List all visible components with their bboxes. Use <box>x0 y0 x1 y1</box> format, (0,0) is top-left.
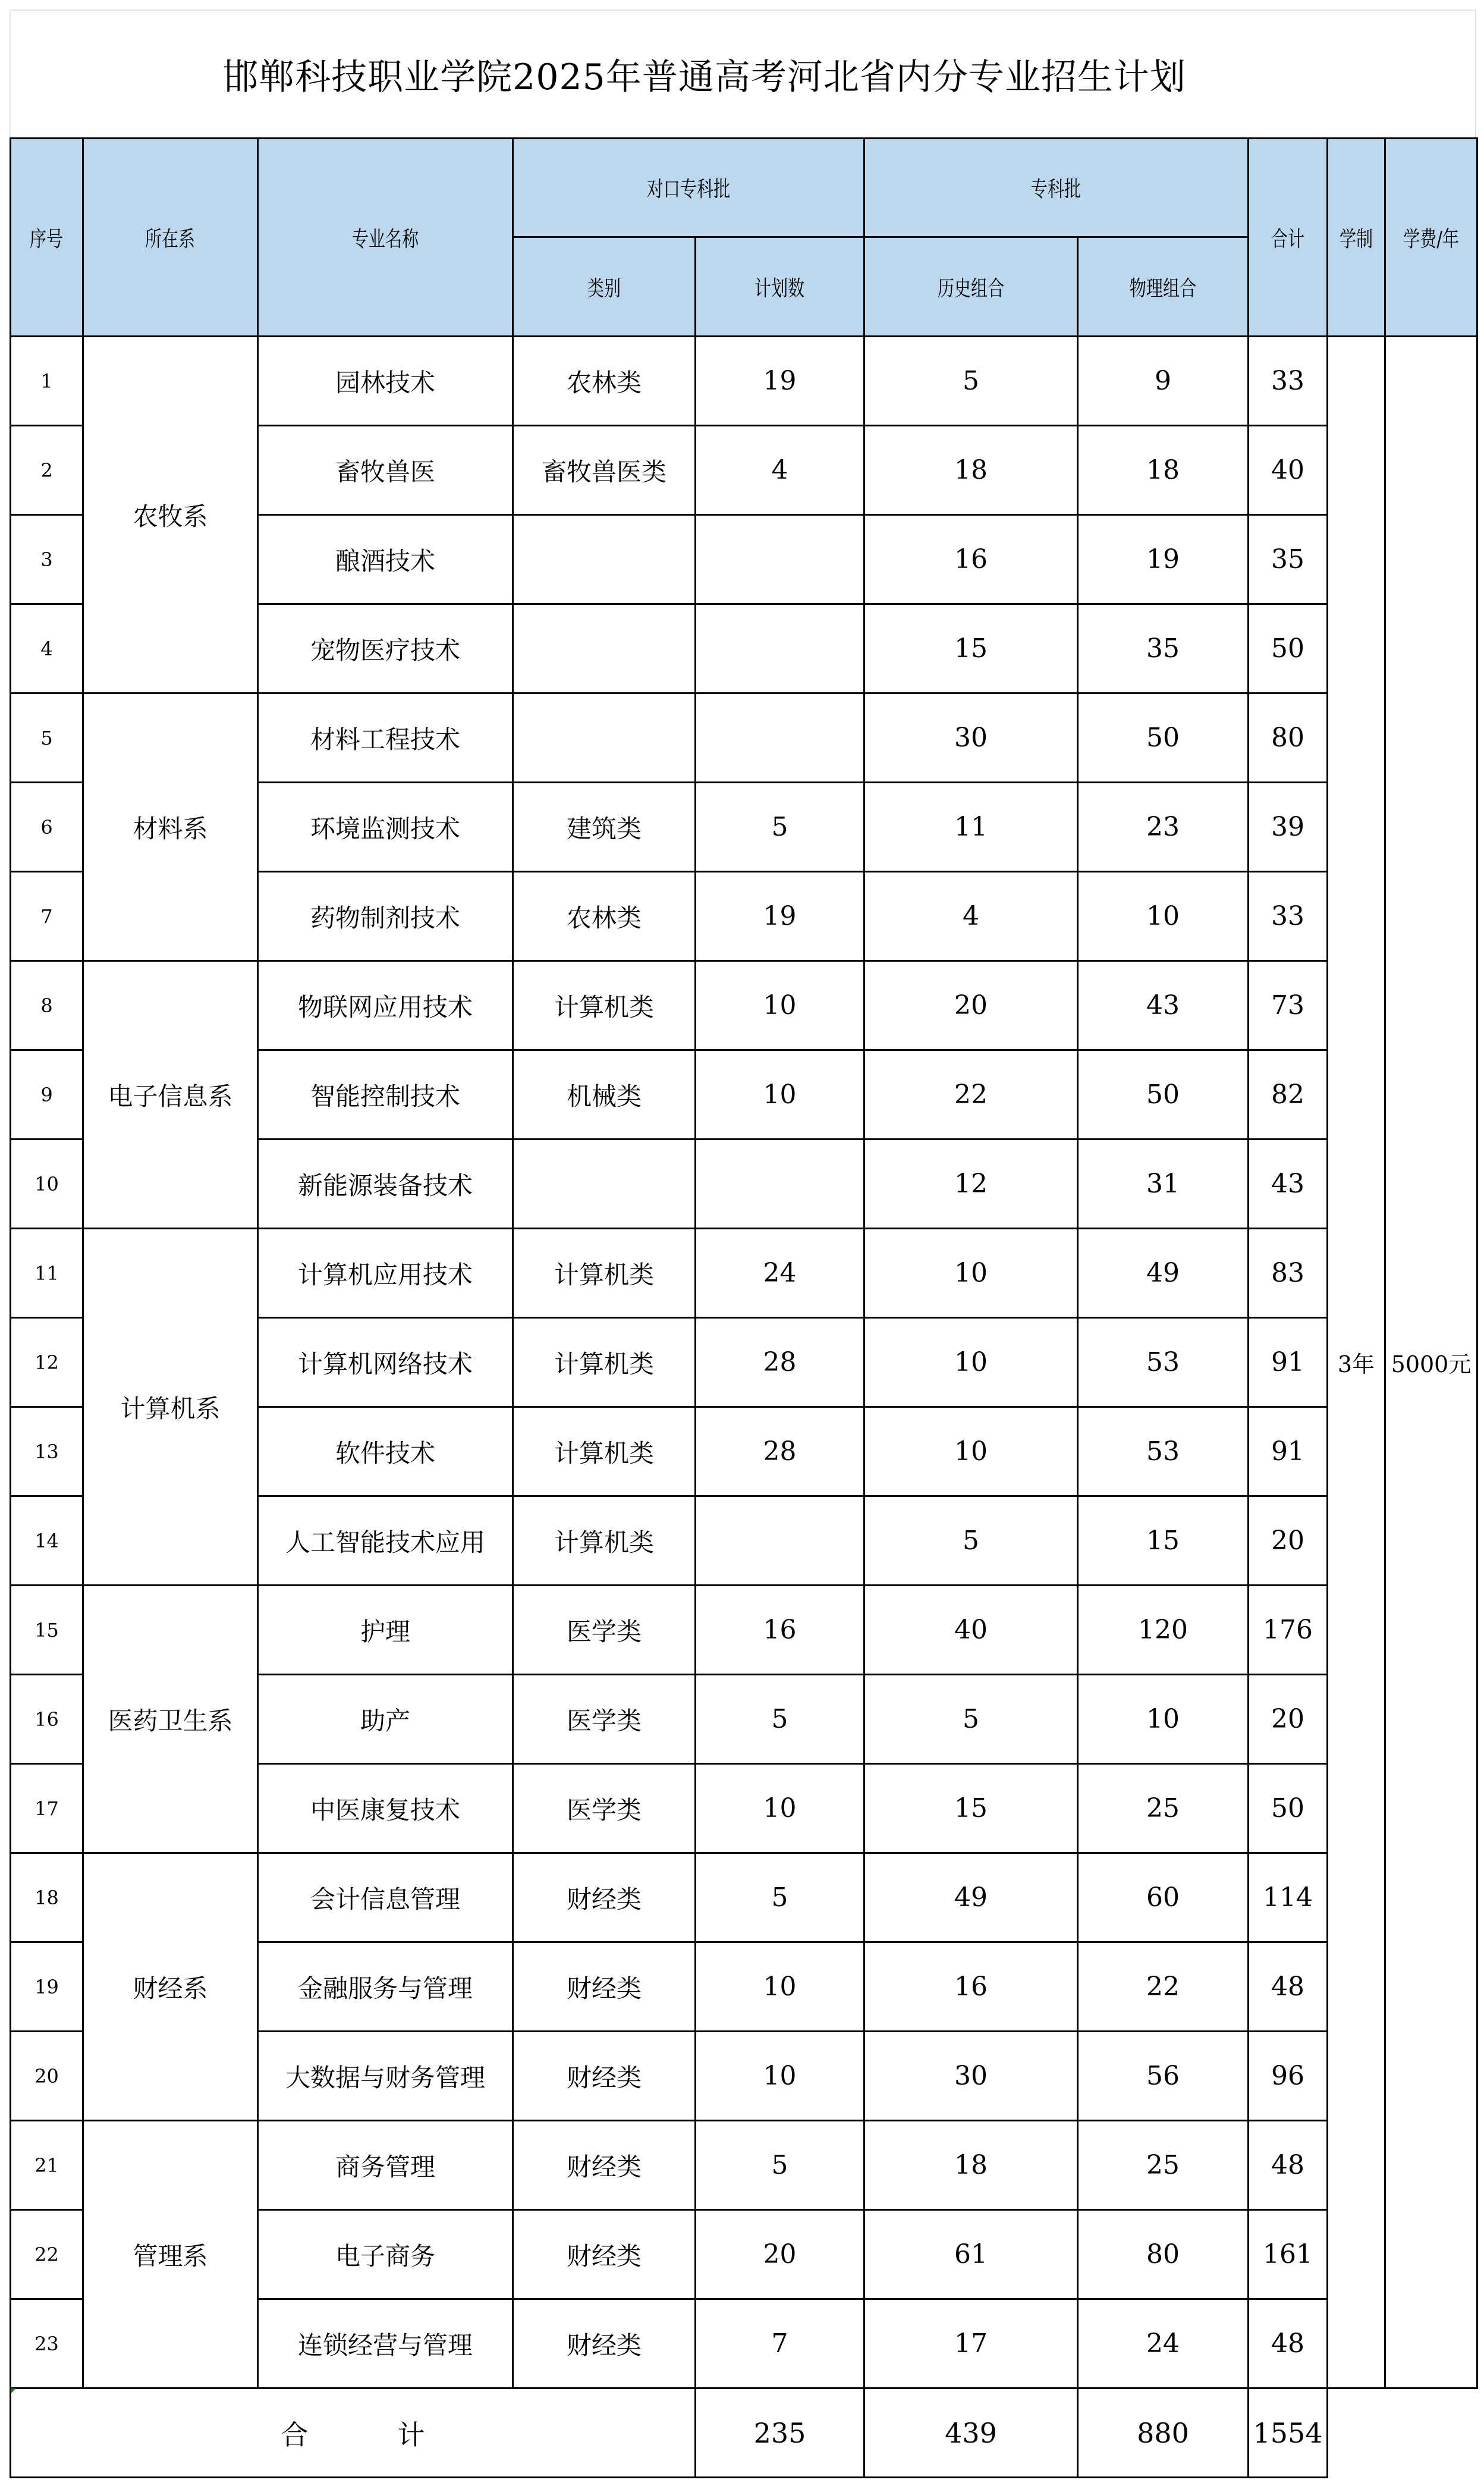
major-name: 大数据与财务管理 <box>258 2032 513 2121</box>
duikou-plan-count <box>696 693 864 783</box>
header-department: 所在系 <box>83 139 258 337</box>
history-count: 18 <box>864 426 1078 515</box>
row-total: 80 <box>1249 693 1328 783</box>
history-count: 15 <box>864 1764 1078 1853</box>
duikou-plan-count: 28 <box>696 1318 864 1407</box>
duikou-plan-count: 5 <box>696 2121 864 2210</box>
duikou-plan-count <box>696 1496 864 1586</box>
header-history: 历史组合 <box>864 237 1078 337</box>
row-total: 20 <box>1249 1496 1328 1586</box>
department-cell: 财经系 <box>83 1853 258 2121</box>
physics-count: 53 <box>1078 1318 1249 1407</box>
history-count: 12 <box>864 1140 1078 1229</box>
physics-count: 10 <box>1078 872 1249 961</box>
duikou-category: 计算机类 <box>513 1496 696 1586</box>
physics-count: 23 <box>1078 783 1249 872</box>
duikou-category: 计算机类 <box>513 961 696 1050</box>
major-name: 计算机应用技术 <box>258 1229 513 1318</box>
history-count: 4 <box>864 872 1078 961</box>
history-count: 16 <box>864 515 1078 604</box>
row-total: 161 <box>1249 2210 1328 2299</box>
physics-count: 35 <box>1078 604 1249 693</box>
physics-count: 43 <box>1078 961 1249 1050</box>
major-name: 助产 <box>258 1675 513 1764</box>
row-seq: 20 <box>11 2032 83 2121</box>
physics-count: 120 <box>1078 1586 1249 1675</box>
duikou-plan-count: 16 <box>696 1586 864 1675</box>
row-total: 48 <box>1249 2121 1328 2210</box>
major-name: 中医康复技术 <box>258 1764 513 1853</box>
history-count: 17 <box>864 2299 1078 2388</box>
history-count: 10 <box>864 1229 1078 1318</box>
header-major: 专业名称 <box>258 139 513 337</box>
row-seq: 12 <box>11 1318 83 1407</box>
major-name: 金融服务与管理 <box>258 1942 513 2032</box>
duikou-plan-count: 10 <box>696 961 864 1050</box>
page-title: 邯郸科技职业学院2025年普通高考河北省内分专业招生计划 <box>222 56 1186 98</box>
row-seq: 23 <box>11 2299 83 2388</box>
duikou-category <box>513 1140 696 1229</box>
duikou-plan-count: 10 <box>696 1764 864 1853</box>
row-seq: 21 <box>11 2121 83 2210</box>
physics-count: 22 <box>1078 1942 1249 2032</box>
row-total: 35 <box>1249 515 1328 604</box>
header-category: 类别 <box>513 237 696 337</box>
totals-row <box>11 2388 1477 2478</box>
cell-error-marker-icon <box>11 2388 16 2394</box>
row-seq: 18 <box>11 1853 83 1942</box>
physics-count: 80 <box>1078 2210 1249 2299</box>
title-cell <box>10 10 1476 137</box>
row-total: 43 <box>1249 1140 1328 1229</box>
duikou-category: 农林类 <box>513 872 696 961</box>
row-seq: 14 <box>11 1496 83 1586</box>
duikou-category <box>513 693 696 783</box>
major-name: 畜牧兽医 <box>258 426 513 515</box>
physics-count: 25 <box>1078 2121 1249 2210</box>
row-total: 48 <box>1249 2299 1328 2388</box>
duikou-plan-count: 10 <box>696 1942 864 2032</box>
major-name: 酿酒技术 <box>258 515 513 604</box>
major-name: 新能源装备技术 <box>258 1140 513 1229</box>
row-seq: 13 <box>11 1407 83 1496</box>
physics-count: 49 <box>1078 1229 1249 1318</box>
history-count: 20 <box>864 961 1078 1050</box>
header-total: 合计 <box>1249 139 1328 337</box>
duikou-plan-count <box>696 515 864 604</box>
history-count: 5 <box>864 1496 1078 1586</box>
row-total: 83 <box>1249 1229 1328 1318</box>
history-count: 61 <box>864 2210 1078 2299</box>
duikou-category: 财经类 <box>513 2299 696 2388</box>
tuition-cell: 5000元 <box>1385 337 1477 2388</box>
history-count: 49 <box>864 1853 1078 1942</box>
duikou-category: 计算机类 <box>513 1229 696 1318</box>
physics-count: 56 <box>1078 2032 1249 2121</box>
department-cell: 电子信息系 <box>83 961 258 1229</box>
header-duikou-group: 对口专科批 <box>513 139 864 237</box>
major-name: 软件技术 <box>258 1407 513 1496</box>
row-seq: 19 <box>11 1942 83 2032</box>
physics-count: 50 <box>1078 1050 1249 1140</box>
duikou-plan-count: 4 <box>696 426 864 515</box>
duikou-category: 财经类 <box>513 1942 696 2032</box>
duration-cell: 3年 <box>1328 337 1385 2388</box>
major-name: 人工智能技术应用 <box>258 1496 513 1586</box>
physics-count: 18 <box>1078 426 1249 515</box>
physics-count: 15 <box>1078 1496 1249 1586</box>
duikou-plan-count: 19 <box>696 337 864 426</box>
history-count: 15 <box>864 604 1078 693</box>
duikou-category <box>513 604 696 693</box>
duikou-plan-count: 5 <box>696 783 864 872</box>
table-row <box>11 2121 1477 2210</box>
major-name: 计算机网络技术 <box>258 1318 513 1407</box>
major-name: 会计信息管理 <box>258 1853 513 1942</box>
physics-count: 10 <box>1078 1675 1249 1764</box>
totals-total: 1554 <box>1249 2388 1328 2478</box>
row-seq: 16 <box>11 1675 83 1764</box>
physics-count: 24 <box>1078 2299 1249 2388</box>
major-name: 环境监测技术 <box>258 783 513 872</box>
row-seq: 5 <box>11 693 83 783</box>
row-total: 48 <box>1249 1942 1328 2032</box>
duikou-plan-count <box>696 604 864 693</box>
row-total: 96 <box>1249 2032 1328 2121</box>
major-name: 园林技术 <box>258 337 513 426</box>
duikou-category: 计算机类 <box>513 1318 696 1407</box>
header-duration: 学制 <box>1328 139 1385 337</box>
table-row <box>11 1229 1477 1318</box>
duikou-category: 医学类 <box>513 1586 696 1675</box>
major-name: 连锁经营与管理 <box>258 2299 513 2388</box>
row-total: 20 <box>1249 1675 1328 1764</box>
duikou-category: 财经类 <box>513 2121 696 2210</box>
header-seq: 序号 <box>11 139 83 337</box>
history-count: 11 <box>864 783 1078 872</box>
history-count: 10 <box>864 1407 1078 1496</box>
major-name: 商务管理 <box>258 2121 513 2210</box>
row-total: 50 <box>1249 604 1328 693</box>
duikou-plan-count: 5 <box>696 1675 864 1764</box>
table-body <box>11 337 1477 2388</box>
duikou-plan-count: 10 <box>696 1050 864 1140</box>
table-row <box>11 693 1477 783</box>
row-seq: 1 <box>11 337 83 426</box>
physics-count: 25 <box>1078 1764 1249 1853</box>
duikou-category: 机械类 <box>513 1050 696 1140</box>
duikou-category: 医学类 <box>513 1675 696 1764</box>
duikou-plan-count: 20 <box>696 2210 864 2299</box>
department-cell: 医药卫生系 <box>83 1586 258 1853</box>
major-name: 护理 <box>258 1586 513 1675</box>
physics-count: 9 <box>1078 337 1249 426</box>
row-total: 33 <box>1249 337 1328 426</box>
history-count: 18 <box>864 2121 1078 2210</box>
header-plan-count: 计划数 <box>696 237 864 337</box>
physics-count: 31 <box>1078 1140 1249 1229</box>
row-total: 91 <box>1249 1407 1328 1496</box>
duikou-category: 计算机类 <box>513 1407 696 1496</box>
physics-count: 50 <box>1078 693 1249 783</box>
physics-count: 19 <box>1078 515 1249 604</box>
history-count: 10 <box>864 1318 1078 1407</box>
row-seq: 11 <box>11 1229 83 1318</box>
totals-physics: 880 <box>1078 2388 1249 2478</box>
major-name: 药物制剂技术 <box>258 872 513 961</box>
duikou-plan-count: 19 <box>696 872 864 961</box>
history-count: 5 <box>864 337 1078 426</box>
major-name: 材料工程技术 <box>258 693 513 783</box>
physics-count: 60 <box>1078 1853 1249 1942</box>
totals-plan: 235 <box>696 2388 864 2478</box>
duikou-plan-count: 24 <box>696 1229 864 1318</box>
history-count: 22 <box>864 1050 1078 1140</box>
row-seq: 4 <box>11 604 83 693</box>
duikou-category: 农林类 <box>513 337 696 426</box>
department-cell: 农牧系 <box>83 337 258 693</box>
duikou-category <box>513 515 696 604</box>
duikou-plan-count: 7 <box>696 2299 864 2388</box>
totals-history: 439 <box>864 2388 1078 2478</box>
major-name: 智能控制技术 <box>258 1050 513 1140</box>
row-total: 33 <box>1249 872 1328 961</box>
duikou-category: 财经类 <box>513 1853 696 1942</box>
header-physics: 物理组合 <box>1078 237 1249 337</box>
major-name: 物联网应用技术 <box>258 961 513 1050</box>
duikou-category: 财经类 <box>513 2032 696 2121</box>
row-total: 82 <box>1249 1050 1328 1140</box>
table-row <box>11 1586 1477 1675</box>
history-count: 30 <box>864 693 1078 783</box>
history-count: 40 <box>864 1586 1078 1675</box>
duikou-category: 建筑类 <box>513 783 696 872</box>
row-seq: 17 <box>11 1764 83 1853</box>
major-name: 宠物医疗技术 <box>258 604 513 693</box>
row-seq: 6 <box>11 783 83 872</box>
row-seq: 22 <box>11 2210 83 2299</box>
department-cell: 计算机系 <box>83 1229 258 1586</box>
row-total: 114 <box>1249 1853 1328 1942</box>
table-row <box>11 1853 1477 1942</box>
row-total: 91 <box>1249 1318 1328 1407</box>
department-cell: 材料系 <box>83 693 258 961</box>
table-row <box>11 961 1477 1050</box>
history-count: 16 <box>864 1942 1078 2032</box>
table-row <box>11 337 1477 426</box>
row-seq: 2 <box>11 426 83 515</box>
enrollment-plan-table <box>10 137 1478 2478</box>
row-seq: 10 <box>11 1140 83 1229</box>
row-seq: 8 <box>11 961 83 1050</box>
major-name: 电子商务 <box>258 2210 513 2299</box>
row-total: 39 <box>1249 783 1328 872</box>
duikou-plan-count: 28 <box>696 1407 864 1496</box>
duikou-category: 医学类 <box>513 1764 696 1853</box>
row-total: 40 <box>1249 426 1328 515</box>
duikou-plan-count: 10 <box>696 2032 864 2121</box>
history-count: 30 <box>864 2032 1078 2121</box>
totals-label: 合 计 <box>11 2388 696 2478</box>
physics-count: 53 <box>1078 1407 1249 1496</box>
duikou-category: 财经类 <box>513 2210 696 2299</box>
duikou-category: 畜牧兽医类 <box>513 426 696 515</box>
row-total: 176 <box>1249 1586 1328 1675</box>
row-seq: 7 <box>11 872 83 961</box>
duikou-plan-count <box>696 1140 864 1229</box>
row-seq: 15 <box>11 1586 83 1675</box>
history-count: 5 <box>864 1675 1078 1764</box>
header-tuition: 学费/年 <box>1385 139 1477 337</box>
header-zhuanke-group: 专科批 <box>864 139 1249 237</box>
row-seq: 9 <box>11 1050 83 1140</box>
duikou-plan-count: 5 <box>696 1853 864 1942</box>
department-cell: 管理系 <box>83 2121 258 2388</box>
row-total: 50 <box>1249 1764 1328 1853</box>
row-total: 73 <box>1249 961 1328 1050</box>
row-seq: 3 <box>11 515 83 604</box>
